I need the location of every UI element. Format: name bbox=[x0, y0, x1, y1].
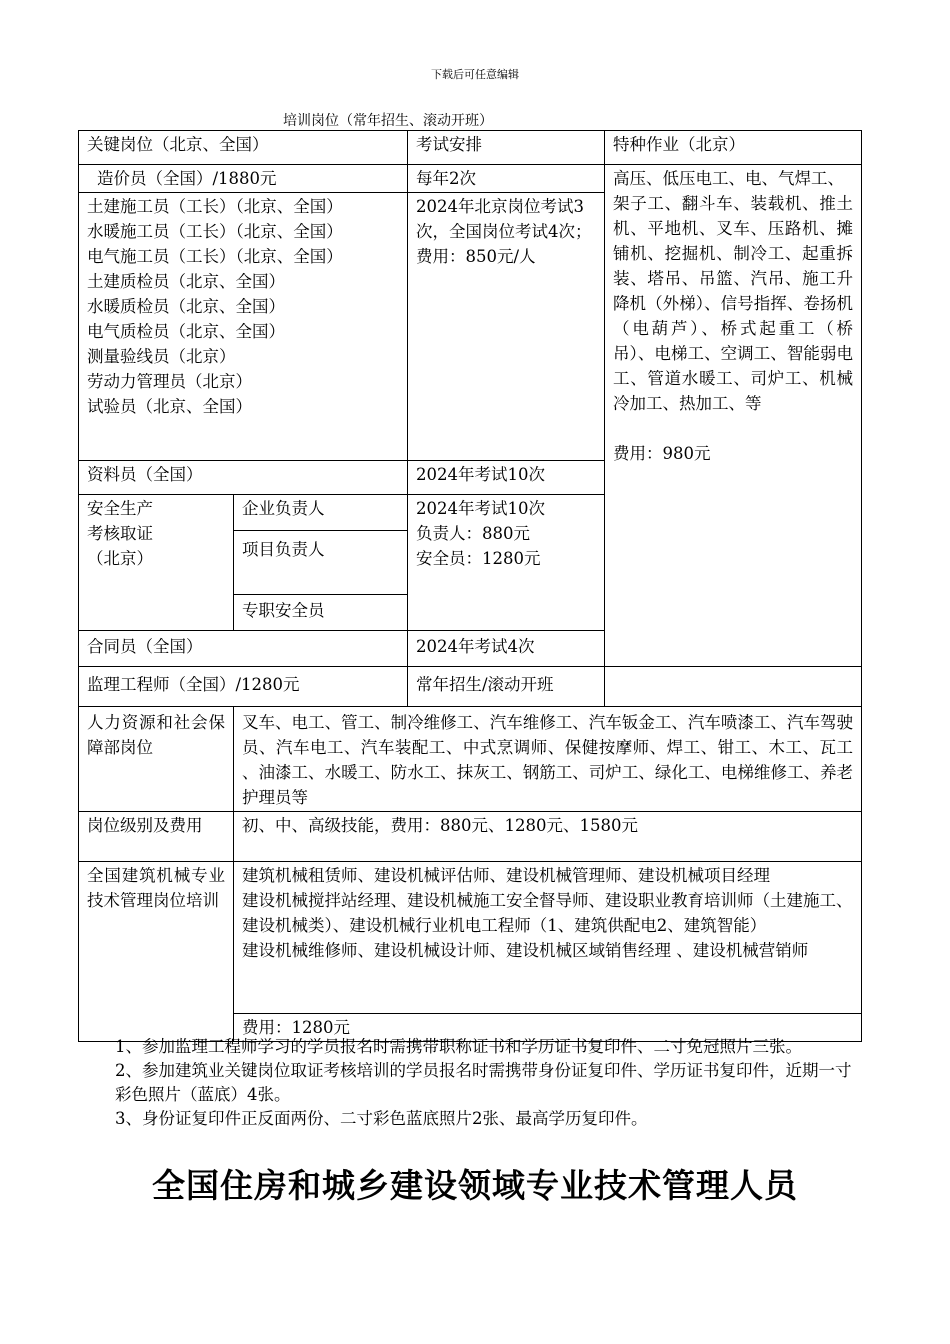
note-item: 2、参加建筑业关键岗位取证考核培训的学员报名时需携带身份证复印件、学历证书复印件，近期一寸彩色照片（蓝底）4张。 bbox=[115, 1061, 852, 1104]
machinery-label: 全国建筑机械专业技术管理岗位培训 bbox=[79, 862, 234, 1042]
safety-role-fulltime: 专职安全员 bbox=[234, 595, 408, 631]
contract-cell: 合同员（全国） bbox=[79, 631, 408, 667]
page-title: 全国住房和城乡建设领域专业技术管理人员 bbox=[152, 1166, 798, 1205]
special-ops-cell bbox=[605, 165, 862, 667]
key-positions-list bbox=[79, 193, 408, 461]
special-ops-text: 高压、低压电工、电、气焊工、 bbox=[613, 169, 844, 188]
safety-role-project: 项目负责人 bbox=[234, 531, 408, 595]
documenter-cell: 资料员（全国） bbox=[79, 461, 408, 495]
hr-label: 人力资源和社会保障部岗位 bbox=[79, 707, 234, 812]
notes bbox=[113, 1035, 853, 1131]
safety-exam-line: 负责人：880元 bbox=[416, 524, 530, 543]
list-item: 土建质检员（北京、全国） bbox=[87, 272, 285, 291]
hr-list: 叉车、电工、管工、制冷维修工、汽车维修工、汽车钣金工、汽车喷漆工、汽车驾驶员、汽车电工、汽车装配工、中式烹调师、保健按摩师、焊工、钳工、木工、瓦工 、油漆工、水暖工、防水工、抹灰工、钢筋工、司炉工、绿化工、电梯维修工、养老护理员等 bbox=[234, 707, 862, 812]
header-note: 下载后可任意编辑 bbox=[431, 68, 519, 81]
header-special-ops: 特种作业（北京） bbox=[605, 131, 862, 165]
safety-exam-line: 2024年考试10次 bbox=[416, 499, 545, 518]
special-ops-list: 架子工、翻斗车、装载机、推土机、平地机、叉车、压路机、摊铺机、挖掘机、制冷工、起重拆装、塔吊、吊篮、汽吊、施工升降机（外梯）、信号指挥、卷扬机（电葫芦）、桥式起重工（桥吊）、电梯工、空调工、智能弱电工、管道水暖工、司炉工、机械冷加工、热加工、等 bbox=[613, 194, 853, 413]
level-text: 初、中、高级技能，费用：880元、1280元、1580元 bbox=[234, 812, 862, 862]
level-label: 岗位级别及费用 bbox=[79, 812, 234, 862]
safety-label-cell bbox=[79, 495, 234, 631]
list-item: 水暖施工员（工长）（北京、全国） bbox=[87, 222, 343, 241]
note-item: 1、参加监理工程师学习的学员报名时需携带职称证书和学历证书复印件、二寸免冠照片三张。 bbox=[115, 1037, 802, 1056]
supervisor-exam: 常年招生/滚动开班 bbox=[408, 667, 605, 707]
note-item: 3、身份证复印件正反面两份、二寸彩色蓝底照片2张、最高学历复印件。 bbox=[115, 1109, 648, 1128]
supervisor-cell: 监理工程师（全国）/1280元 bbox=[79, 667, 408, 707]
list-item: 电气施工员（工长）（北京、全国） bbox=[87, 247, 343, 266]
documenter-exam: 2024年考试10次 bbox=[408, 461, 605, 495]
list-item: 土建施工员（工长）（北京、全国） bbox=[87, 197, 343, 216]
list-item: 水暖质检员（北京、全国） bbox=[87, 297, 285, 316]
list-item: 测量验线员（北京） bbox=[87, 347, 236, 366]
header-exam-schedule: 考试安排 bbox=[408, 131, 605, 165]
list-item: 试验员（北京、全国） bbox=[87, 397, 252, 416]
safety-role-enterprise: 企业负责人 bbox=[234, 495, 408, 531]
machinery-fee: 费用：1280元 bbox=[234, 1014, 862, 1042]
safety-exam-line: 安全员：1280元 bbox=[416, 549, 541, 568]
key-exam-fee: 费用：850元/人 bbox=[416, 247, 536, 266]
machinery-list bbox=[234, 862, 862, 1014]
header-key-positions: 关键岗位（北京、全国） bbox=[79, 131, 408, 165]
list-item: 建设机械搅拌站经理、建设机械施工安全督导师、建设职业教育培训师（土建施工、建设机械类）、建设机械行业机电工程师（1、建筑供配电2、建筑智能） bbox=[242, 891, 853, 935]
key-exam-cell bbox=[408, 193, 605, 461]
safety-label: 考核取证 bbox=[87, 524, 153, 543]
special-ops-fee: 费用：980元 bbox=[613, 444, 711, 463]
empty-cell bbox=[605, 667, 862, 707]
safety-exam-cell bbox=[408, 495, 605, 631]
training-table bbox=[78, 130, 862, 1042]
list-item: 建设机械维修师、建设机械设计师、建设机械区域销售经理 、建设机械营销师 bbox=[242, 941, 809, 960]
contract-exam: 2024年考试4次 bbox=[408, 631, 605, 667]
list-item: 电气质检员（北京、全国） bbox=[87, 322, 285, 341]
list-item: 建筑机械租赁师、建设机械评估师、建设机械管理师、建设机械项目经理 bbox=[242, 866, 770, 885]
cost-engineer-exam: 每年2次 bbox=[408, 165, 605, 193]
list-item: 劳动力管理员（北京） bbox=[87, 372, 252, 391]
safety-label: 安全生产 bbox=[87, 499, 153, 518]
table-caption: 培训岗位（常年招生、滚动开班） bbox=[283, 113, 493, 129]
key-exam-text: 2024年北京岗位考试3次，全国岗位考试4次； bbox=[416, 197, 592, 241]
cost-engineer-cell: 造价员（全国）/1880元 bbox=[79, 165, 408, 193]
safety-label: （北京） bbox=[87, 549, 153, 568]
